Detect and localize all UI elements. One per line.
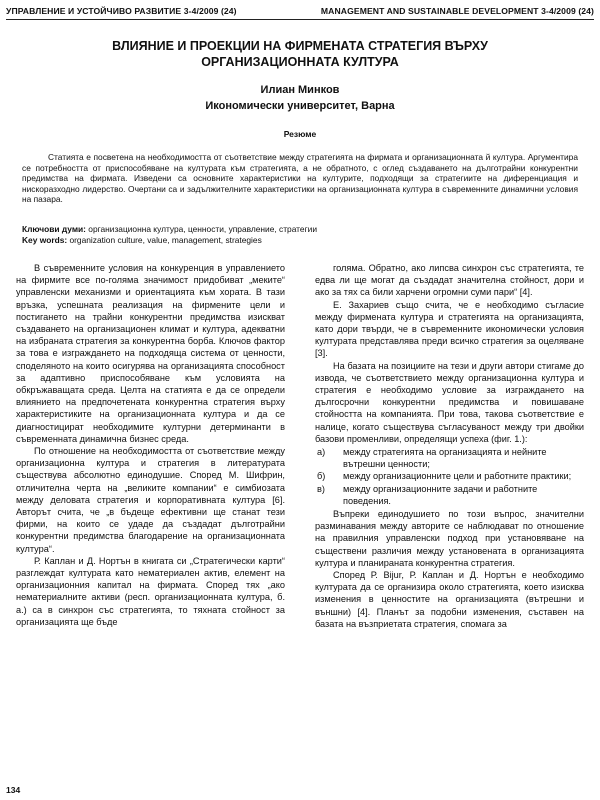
keywords-en-list: organization culture, value, management, strategies	[69, 235, 262, 245]
list-marker: а)	[317, 447, 326, 458]
running-header-left: УПРАВЛЕНИЕ И УСТОЙЧИВО РАЗВИТИЕ 3-4/2009 (24)	[6, 6, 237, 16]
article-title	[40, 38, 560, 70]
keywords-bg	[22, 224, 578, 235]
list-marker: в)	[317, 483, 325, 494]
body-column-right	[315, 262, 584, 784]
author-name: Илиан Минков	[260, 84, 340, 96]
body-column-left	[16, 262, 285, 784]
paragraph: Е. Захариев също счита, че е необходимо съгласие между фирмената култура и стратегията на организацията, като дори твърди, че в съвременните икономически условия културата представлява преди всичко стратегия за оцеляване [3].	[315, 299, 584, 359]
keywords-bg-list: организационна култура, ценности, управление, стратегии	[88, 224, 317, 234]
list-item-text: между стратегията на организацията и нейните вътрешни ценности;	[343, 447, 547, 470]
running-header-right: MANAGEMENT AND SUSTAINABLE DEVELOPMENT 3-4/2009 (24)	[320, 6, 594, 16]
running-header	[6, 4, 594, 18]
list-item	[315, 483, 584, 507]
keywords-block	[22, 224, 578, 246]
keywords-en	[22, 235, 578, 246]
paragraph: Въпреки единодушието по този въпрос, значителни разминавания между авторите се наблюдават по отношение на правилния управленски подход при установяване на съществени различия между установената в организацията култура и планираната конкурентна стратегия.	[315, 509, 584, 568]
list-marker: б)	[317, 471, 326, 482]
list-item-text: между организационните цели и работните практики;	[343, 471, 572, 482]
paragraph: В съвременните условия на конкуренция в управлението на фирмите все по-голяма значимост придобиват „меките“ управленски механизми и ориентацията към хората. В тази връзка, успешната реализация на фирмените цели и постигането на трайни конкурентни предимства изискват създаването на организационен климат и култура, адекватни на избраната стратегия за конкурентна борба. Ключов фактор за това е изграждането на подходяща система от ценности, споделяното на които осигурява на организацията способност за адаптивно приспособяване към условията на обкръжаващата среда. Целта на статията е да се определи влиянието на предпочетената конкурентна стратегия върху характеристиките на организационната култура и да се диагностицират необходимите културни детерминанти в съвременната динамична бизнес среда.	[16, 263, 285, 444]
paragraph: Според Р. Bijur, Р. Каплан и Д. Нортън е необходимо културата да се организира около стратегията, което изисква изменения в ценностите на организацията (вътрешни и външни) [4]. Планът за подобни изменения, съставен на базата на възприетата стратегия, спомага за	[315, 570, 584, 629]
paragraph: По отношение на необходимостта от съответствие между организационна култура и стратегия в литературата съществува абсолютно единодушие. Според М. Шифрин, отличителна черта на „великите компании“ е симбиозата между деловата стратегия и корпоративната култура [6]. Авторът счита, че „в бъдеще ефективни ще станат тези фирми, на които се удаде да създадат дълготрайни конкурентни предимства благодарение на организационната култура“.	[16, 446, 285, 554]
variables-list	[315, 446, 584, 507]
list-item	[315, 470, 584, 482]
list-item	[315, 446, 584, 470]
page-number: 134	[6, 785, 21, 795]
paragraph: На базата на позициите на тези и други автори стигаме до извода, че съответствието между организационна култура и стратегия е необходимо условие за изграждането на дългосрочни конкурентни предимства и повишаване стойността на компанията. При това, такова съответствие е налице, когато съществува съгласуваност между три двойки базови променливи, определящи успеха (фиг. 1.):	[315, 360, 584, 444]
article-title-line-2: ОРГАНИЗАЦИОННАТА КУЛТУРА	[201, 55, 399, 69]
paragraph: Р. Каплан и Д. Нортън в книгата си „Стратегически карти“ разглеждат културата като нематериален актив, елемент на организационния капитал на фирмата. Според тях „ако нематериалните активи (респ. организационната култура, б. а.) са в синхрон със стратегията, то тяхната стойност за организацията ще бъде	[16, 555, 285, 627]
paragraph: голяма. Обратно, ако липсва синхрон със стратегията, те едва ли ще могат да създадат значителна стойност, дори и ако за тях са били харчени огромни суми пари“ [4].	[315, 263, 584, 298]
article-title-line-1: ВЛИЯНИЕ И ПРОЕКЦИИ НА ФИРМЕНАТА СТРАТЕГИЯ ВЪРХУ	[112, 39, 488, 53]
abstract-text: Статията е посветена на необходимостта от съответствие между стратегията на фирмата и организационната й култура. Аргументира се потребността от приспособяване на културата към стратегията, а не обратното, с оглед създаването на дълготрайни конкурентни предимства на фирмата. Изведени са основните характеристики на културите, подходящи за стратегиите на диференциация и нискоразходно лидерство. Очертани са и задължителните характеристики на организационната култура в съвременните динамични условия на пазара.	[22, 152, 578, 204]
keywords-bg-label: Ключови думи:	[22, 224, 86, 234]
abstract-heading: Резюме	[283, 129, 317, 139]
author-affiliation: Икономически университет, Варна	[205, 100, 395, 112]
list-item-text: между организационните задачи и работните поведения.	[343, 483, 538, 506]
header-divider	[6, 19, 594, 20]
keywords-en-label: Key words:	[22, 235, 68, 245]
